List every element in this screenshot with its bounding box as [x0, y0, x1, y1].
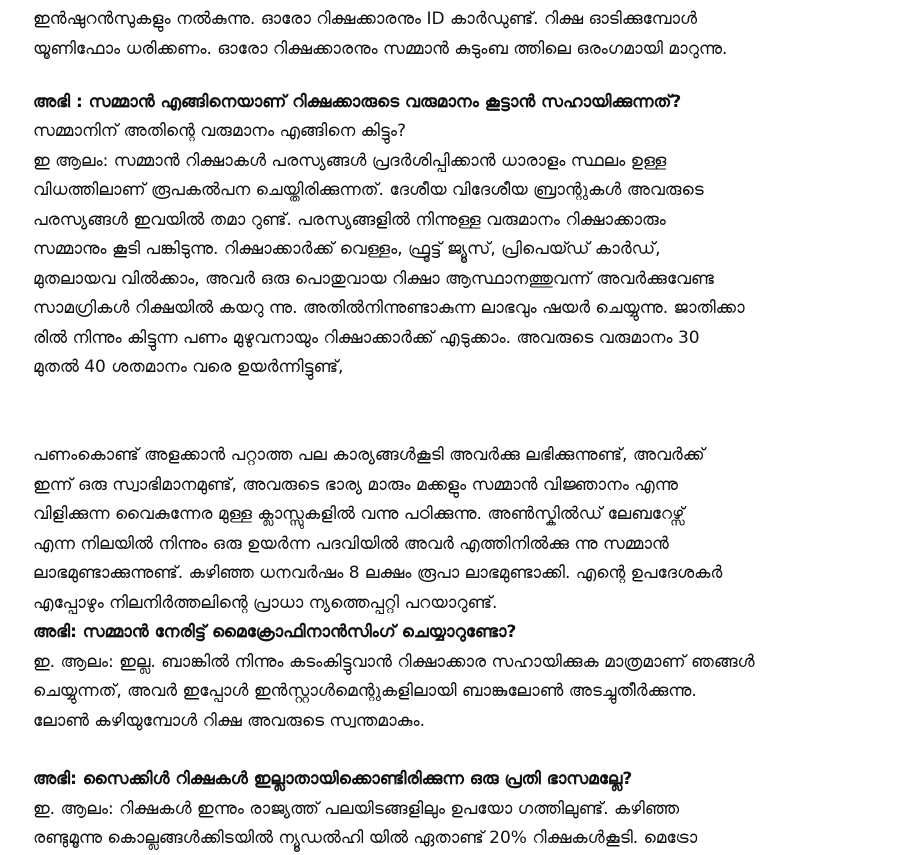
text-line: പരസ്യങ്ങൾ ഇവയിൽ തമാ റുണ്ട്. പരസ്യങ്ങളിൽ നിന്നുള്ള വരുമാനം റിക്ഷാക്കാരും	[33, 210, 666, 230]
text-line: ഇൻഷുറൻസുകളും നൽകുന്നു. ഓരോ റിക്ഷക്കാരനും ID കാർഡുണ്ട്. റിക്ഷ ഓടിക്കുമ്പോൾ	[33, 9, 698, 29]
text-line: മുതൽ 40 ശതമാനം വരെ ഉയർന്നിട്ടുണ്ട്,	[33, 357, 344, 377]
text-line: പണംകൊണ്ട് അളക്കാൻ പറ്റാത്ത പല കാര്യങ്ങൾകൂടി അവർക്കു ലഭിക്കുന്നുണ്ട്, അവർക്ക്	[33, 445, 705, 465]
text-line: ഇ. ആലം: റിക്ഷകൾ ഇന്നും രാജ്യത്ത് പലയിടങ്ങളിലും ഉപയോ ഗത്തിലുണ്ട്. കഴിഞ്ഞ	[33, 799, 680, 819]
text-line: രണ്ടുമൂന്നു കൊല്ലങ്ങൾക്കിടയിൽ ന്യൂഡൽഹി യിൽ ഏതാണ്ട് 20% റിക്ഷകൾകൂടി. മെട്രോ	[33, 828, 698, 848]
question-heading: അഭി: സൈക്കിൾ റിക്ഷകൾ ഇല്ലാതായിക്കൊണ്ടിരിക്കുന്ന ഒരു പ്രതി ഭാസമല്ലേ?	[33, 769, 633, 789]
text-line: എപ്പോഴും നിലനിർത്തലിന്റെ പ്രാധാ ന്യത്തെപ്പറ്റി പറയാറുണ്ട്.	[33, 593, 498, 613]
text-line: ചെയ്യുന്നത്, അവർ ഇപ്പോൾ ഇൻസ്റ്റാൾമെന്റുകളിലായി ബാങ്കുലോൺ അടച്ചുതീർക്കുന്നു.	[33, 681, 697, 701]
text-line: മുതലായവ വിൽക്കാം, അവർ ഒരു പൊതുവായ റിക്ഷാ ആസ്ഥാനത്തുവന്ന് അവർക്കുവേണ്ട	[33, 269, 714, 289]
text-line: ലോൺ കഴിയുമ്പോൾ റിക്ഷ അവരുടെ സ്വന്തമാകും.	[33, 711, 426, 731]
text-line: എന്ന നിലയിൽ നിന്നും ഒരു ഉയർന്ന പദവിയിൽ അവർ എത്തിനിൽക്കു ന്നു സമ്മാൻ	[33, 534, 669, 554]
text-line: ഇ. ആലം: ഇല്ല. ബാങ്കിൽ നിന്നും കടംകിട്ടുവാൻ റിക്ഷാക്കാര സഹായിക്കുക മാത്രമാണ് ഞങ്ങൾ	[33, 652, 755, 672]
text-line: സമ്മാനിന് അതിന്റെ വരുമാനം എങ്ങിനെ കിട്ടും?	[33, 121, 406, 141]
text-line: വിളിക്കുന്ന വൈകുന്നേര മുള്ള ക്ലാസ്സുകളിൽ വന്നു പഠിക്കുന്നു. അൺസ്കിൽഡ് ലേബറേഴ്സ്	[33, 504, 685, 524]
text-line: വിധത്തിലാണ് രൂപകൽപന ചെയ്തിരിക്കുന്നത്. ദേശീയ വിദേശീയ ബ്രാന്റുകൾ അവരുടെ	[33, 180, 704, 200]
text-line: ഇന്ന് ഒരു സ്വാഭിമാനമുണ്ട്, അവരുടെ ഭാര്യ മാരും മക്കളും സമ്മാൻ വിജ്ഞാനം എന്നു	[33, 475, 678, 495]
text-line: സാമഗ്രികൾ റിക്ഷയിൽ കയറു ന്നു. അതിൽനിന്നുണ്ടാകുന്ന ലാഭവും ഷയർ ചെയ്യുന്നു. ജാതിക്കാ	[33, 298, 745, 318]
question-heading: അഭി: സമ്മാൻ നേരിട്ട് മൈക്രോഫിനാൻസിംഗ് ചെയ്യാറുണ്ടോ?	[33, 622, 517, 642]
text-line: യൂണിഫോം ധരിക്കണം. ഓരോ റിക്ഷക്കാരനും സമ്മാൻ കുടുംബ ത്തിലെ ഒരംഗമായി മാറുന്നു.	[33, 39, 728, 59]
text-line: സമ്മാനും കൂടി പങ്കിടുന്നു. റിക്ഷാക്കാർക്ക് വെള്ളം, ഫ്രൂട്ട് ജ്യൂസ്, പ്രിപെയ്ഡ് കാർഡ്,	[33, 239, 661, 259]
text-line: ലാഭമുണ്ടാക്കുന്നുണ്ട്. കഴിഞ്ഞ ധനവർഷം 8 ലക്ഷം രൂപാ ലാഭമുണ്ടാക്കി. എന്റെ ഉപദേശകർ	[33, 563, 723, 583]
question-heading: അഭി : സമ്മാൻ എങ്ങിനെയാണ് റിക്ഷക്കാരുടെ വരുമാനം കൂട്ടാൻ സഹായിക്കുന്നത്?	[33, 92, 682, 112]
text-line: ഇ ആലം: സമ്മാൻ റിക്ഷാകൾ പരസ്യങ്ങൾ പ്രദർശിപ്പിക്കാൻ ധാരാളം സ്ഥലം ഉള്ള	[33, 151, 667, 171]
text-line: രിൽ നിന്നും കിട്ടുന്ന പണം മുഴുവനായും റിക്ഷാക്കാർക്ക് എടുക്കാം. അവരുടെ വരുമാനം 30	[33, 328, 700, 348]
